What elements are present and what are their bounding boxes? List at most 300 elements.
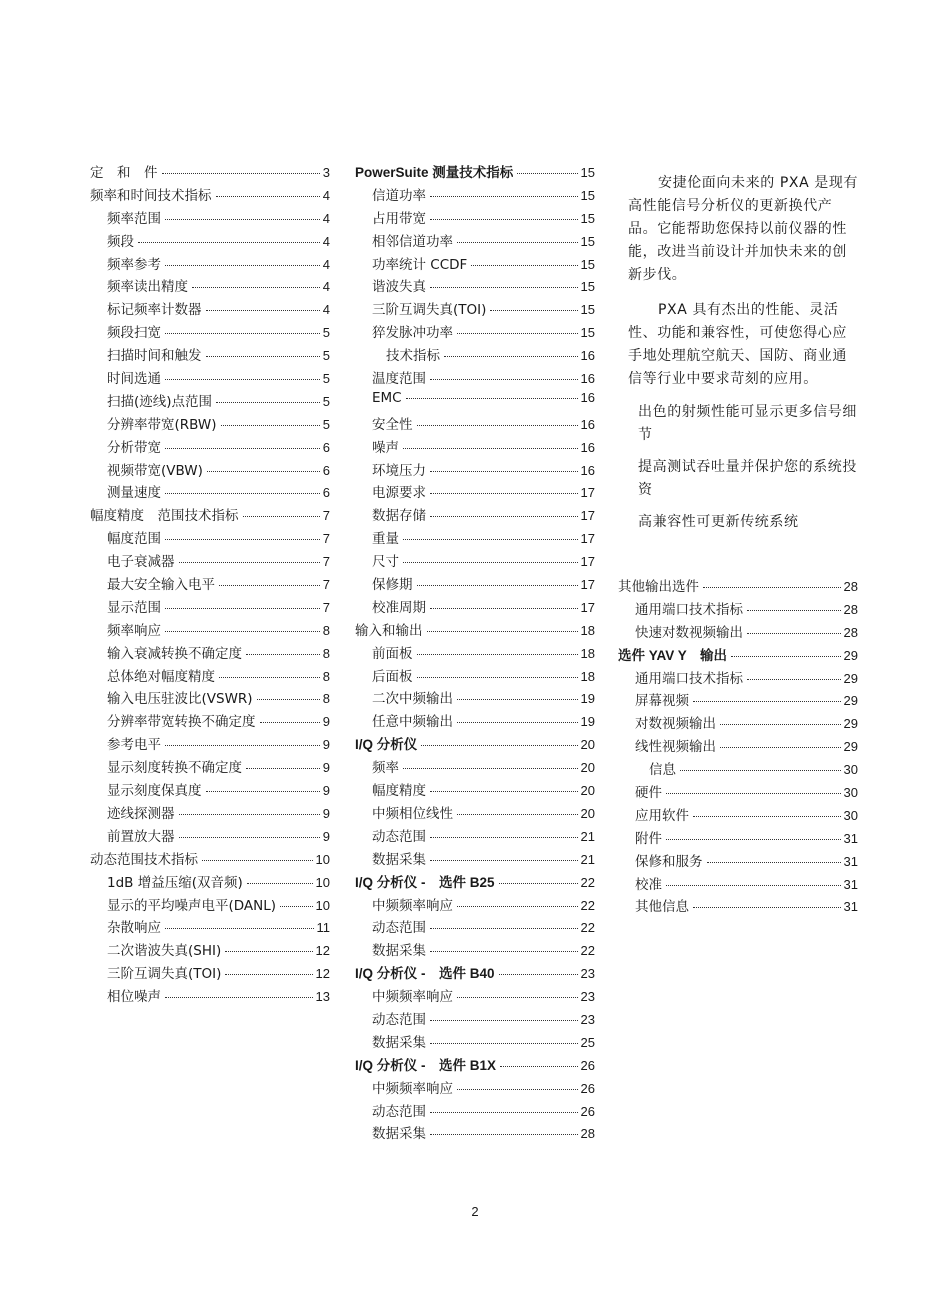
toc-entry[interactable] [90, 527, 330, 550]
toc-entry-page: 15 [580, 256, 595, 272]
toc-entry-title: 其他输出选件 [618, 579, 699, 595]
toc-entry-page: 25 [580, 1034, 595, 1050]
toc-entry-page: 21 [580, 828, 595, 844]
toc-entry-title: EMC [372, 389, 402, 406]
toc-entry[interactable] [90, 161, 330, 184]
toc-entry-title: 功率统计 CCDF [372, 256, 468, 273]
toc-entry[interactable] [355, 687, 595, 710]
toc-leader-dots [720, 747, 841, 748]
toc-entry-page: 20 [580, 805, 595, 821]
toc-entry-page: 5 [322, 348, 330, 364]
toc-leader-dots [499, 974, 578, 975]
toc-entry-title: 频率和时间技术指标 [90, 187, 212, 204]
toc-entry[interactable] [618, 758, 858, 781]
toc-leader-dots [517, 173, 577, 174]
toc-leader-dots [693, 816, 841, 817]
toc-entry-title: 测量速度 [107, 485, 161, 502]
toc-entry-page: 16 [580, 416, 595, 432]
toc-entry-title: 电子衰减器 [107, 554, 175, 571]
toc-leader-dots [430, 1134, 578, 1135]
toc-entry-page: 17 [580, 599, 595, 615]
toc-leader-dots [430, 196, 578, 197]
toc-entry-title: 信息 [649, 762, 676, 779]
toc-entry[interactable] [355, 344, 595, 367]
toc-entry[interactable] [355, 527, 595, 550]
toc-entry[interactable] [618, 873, 858, 896]
toc-entry[interactable] [90, 962, 330, 985]
toc-entry-page: 15 [580, 187, 595, 203]
toc-entry[interactable] [618, 804, 858, 827]
toc-entry[interactable] [90, 573, 330, 596]
toc-entry-title: 前置放大器 [107, 828, 175, 845]
toc-leader-dots [216, 196, 320, 197]
toc-leader-dots [666, 885, 841, 886]
toc-leader-dots [165, 219, 320, 220]
toc-entry-page: 6 [322, 462, 330, 478]
toc-entry-page: 29 [843, 716, 858, 732]
toc-entry-title: 标记频率计数器 [107, 302, 202, 319]
toc-entry-page: 12 [315, 966, 330, 982]
toc-entry-page: 5 [322, 325, 330, 341]
toc-entry[interactable] [90, 619, 330, 642]
toc-entry-title: 数据采集 [372, 943, 426, 960]
toc-entry-page: 15 [580, 325, 595, 341]
toc-leader-dots [731, 656, 840, 657]
toc-entry-page: 8 [322, 691, 330, 707]
toc-leader-dots [165, 997, 313, 998]
toc-entry-title: 频段 [107, 233, 134, 250]
toc-entry[interactable] [355, 1122, 595, 1145]
toc-leader-dots [457, 997, 578, 998]
toc-leader-dots [457, 814, 578, 815]
toc-entry-title: 显示刻度转换不确定度 [107, 760, 242, 777]
toc-entry[interactable] [90, 894, 330, 917]
toc-leader-dots [417, 677, 578, 678]
toc-entry[interactable] [618, 827, 858, 850]
toc-entry[interactable] [355, 184, 595, 207]
toc-leader-dots [246, 768, 320, 769]
toc-entry-title: 其他信息 [635, 899, 689, 916]
toc-entry-title: 1dB 增益压缩(双音频) [107, 874, 243, 891]
toc-leader-dots [165, 265, 320, 266]
toc-entry[interactable] [355, 207, 595, 230]
toc-entry-title: 视频带宽(VBW) [107, 462, 203, 479]
toc-entry-page: 22 [580, 874, 595, 890]
toc-entry-page: 4 [322, 256, 330, 272]
toc-entry-page: 17 [580, 577, 595, 593]
toc-leader-dots [406, 398, 578, 399]
toc-entry[interactable] [90, 642, 330, 665]
toc-entry-page: 17 [580, 485, 595, 501]
toc-entry[interactable] [90, 321, 330, 344]
toc-entry-title: 温度范围 [372, 371, 426, 388]
toc-entry[interactable] [90, 436, 330, 459]
toc-entry[interactable] [355, 161, 595, 184]
toc-column-2 [355, 161, 595, 1145]
toc-entry-page: 19 [580, 714, 595, 730]
toc-entry-page: 9 [322, 760, 330, 776]
toc-entry[interactable] [618, 895, 858, 918]
toc-entry-title: 硬件 [635, 785, 662, 802]
toc-entry[interactable] [355, 1100, 595, 1123]
toc-entry-page: 16 [580, 389, 595, 405]
toc-entry[interactable] [90, 504, 330, 527]
toc-entry-title: 通用端口技术指标 [635, 670, 743, 687]
toc-entry[interactable] [355, 390, 595, 413]
toc-entry-title: 总体绝对幅度精度 [107, 668, 215, 685]
toc-leader-dots [207, 471, 320, 472]
toc-leader-dots [430, 1020, 578, 1021]
toc-entry-title: 最大安全输入电平 [107, 577, 215, 594]
toc-entry-title: 校准 [635, 876, 662, 893]
toc-leader-dots [165, 539, 320, 540]
toc-entry[interactable] [355, 367, 595, 390]
toc-leader-dots [225, 974, 312, 975]
toc-entry-title: 保修和服务 [635, 853, 703, 870]
toc-leader-dots [280, 906, 312, 907]
toc-entry-title: 幅度精度 范围技术指标 [90, 508, 239, 525]
toc-entry[interactable] [355, 756, 595, 779]
toc-leader-dots [247, 883, 313, 884]
toc-entry[interactable] [90, 779, 330, 802]
toc-entry[interactable] [618, 598, 858, 621]
toc-leader-dots [457, 906, 578, 907]
toc-entry[interactable] [90, 230, 330, 253]
toc-entry[interactable] [355, 710, 595, 733]
toc-entry-page: 28 [580, 1126, 595, 1142]
toc-leader-dots [427, 631, 578, 632]
toc-entry[interactable] [90, 985, 330, 1008]
toc-entry-page: 5 [322, 393, 330, 409]
toc-entry-title: 显示刻度保真度 [107, 783, 202, 800]
toc-entry-page: 31 [843, 853, 858, 869]
toc-leader-dots [430, 928, 578, 929]
toc-leader-dots [500, 1066, 578, 1067]
toc-leader-dots [693, 701, 841, 702]
toc-entry-page: 17 [580, 508, 595, 524]
toc-entry-title: 输入和输出 [355, 622, 423, 639]
toc-leader-dots [666, 839, 841, 840]
toc-entry-title: 安全性 [372, 416, 413, 433]
toc-entry-page: 29 [843, 670, 858, 686]
toc-entry-title: 二次谐波失真(SHI) [107, 943, 222, 960]
toc-entry[interactable] [355, 298, 595, 321]
toc-entry[interactable] [90, 367, 330, 390]
toc-entry-page: 4 [322, 233, 330, 249]
toc-entry-page: 4 [322, 210, 330, 226]
toc-entry-title: 分辨率带宽转换不确定度 [107, 714, 256, 731]
toc-entry[interactable] [355, 230, 595, 253]
toc-entry[interactable] [618, 621, 858, 644]
toc-leader-dots [499, 883, 578, 884]
toc-entry-title: 屏幕视频 [635, 693, 689, 710]
toc-entry-page: 8 [322, 668, 330, 684]
toc-entry-page: 23 [580, 1011, 595, 1027]
toc-entry[interactable] [355, 916, 595, 939]
toc-entry[interactable] [90, 939, 330, 962]
toc-entry-page: 20 [580, 737, 595, 753]
toc-entry-title: 重量 [372, 531, 399, 548]
toc-entry-page: 9 [322, 714, 330, 730]
toc-entry[interactable] [90, 550, 330, 573]
toc-entry-page: 7 [322, 577, 330, 593]
toc-entry-page: 15 [580, 233, 595, 249]
toc-entry-title: 谐波失真 [372, 279, 426, 296]
toc-entry[interactable] [618, 689, 858, 712]
toc-leader-dots [165, 448, 320, 449]
toc-entry-title: 三阶互调失真(TOI) [107, 966, 222, 983]
intro-paragraph-1: 安捷伦面向未来的 PXA 是现有高性能信号分析仪的更新换代产品。它能帮助您保持以前仪器的性能，改进当前设计并加快未来的创新步伐。 [628, 175, 859, 283]
toc-entry-title: 动态范围 [372, 828, 426, 845]
toc-entry-page: 18 [580, 668, 595, 684]
toc-entry[interactable] [355, 1054, 595, 1077]
toc-leader-dots [430, 379, 578, 380]
toc-entry-title: 技术指标 [386, 348, 440, 365]
toc-entry-page: 4 [322, 302, 330, 318]
toc-entry[interactable] [355, 596, 595, 619]
toc-entry-page: 15 [580, 165, 595, 180]
toc-entry[interactable] [90, 253, 330, 276]
toc-entry-page: 28 [843, 579, 858, 594]
toc-leader-dots [165, 745, 320, 746]
toc-entry[interactable] [90, 298, 330, 321]
toc-entry-page: 29 [843, 739, 858, 755]
toc-entry-title: 分析带宽 [107, 439, 161, 456]
toc-entry[interactable] [355, 1008, 595, 1031]
toc-entry[interactable] [90, 459, 330, 482]
toc-entry[interactable] [355, 642, 595, 665]
toc-entry[interactable] [90, 802, 330, 825]
toc-entry[interactable] [618, 850, 858, 873]
toc-leader-dots [747, 679, 841, 680]
toc-entry[interactable] [90, 733, 330, 756]
toc-entry-page: 16 [580, 439, 595, 455]
toc-entry-page: 8 [322, 622, 330, 638]
toc-entry-page: 28 [843, 601, 858, 617]
toc-entry[interactable] [355, 665, 595, 688]
toc-leader-dots [246, 654, 320, 655]
toc-entry[interactable] [618, 644, 858, 667]
toc-entry-title: 中频频率响应 [372, 897, 453, 914]
toc-entry[interactable] [90, 344, 330, 367]
toc-leader-dots [457, 333, 578, 334]
toc-entry-title: 杂散响应 [107, 920, 161, 937]
toc-entry-title: 显示范围 [107, 599, 161, 616]
toc-leader-dots [693, 907, 841, 908]
toc-entry-page: 11 [316, 920, 330, 936]
toc-entry-page: 23 [580, 966, 595, 982]
toc-entry[interactable] [355, 733, 595, 756]
toc-entry-page: 15 [580, 210, 595, 226]
toc-entry[interactable] [90, 481, 330, 504]
toc-entry[interactable] [618, 735, 858, 758]
toc-entry-title: 输入电压驻波比(VSWR) [107, 691, 253, 708]
toc-entry-page: 10 [315, 874, 330, 890]
toc-entry-page: 4 [322, 279, 330, 295]
toc-leader-dots [430, 608, 578, 609]
toc-leader-dots [179, 814, 320, 815]
toc-entry-title: 附件 [635, 830, 662, 847]
toc-entry-title: 电源要求 [372, 485, 426, 502]
toc-entry[interactable] [90, 848, 330, 871]
toc-entry[interactable] [355, 939, 595, 962]
toc-entry[interactable] [355, 962, 595, 985]
toc-leader-dots [206, 310, 320, 311]
toc-entry-title: 应用软件 [635, 807, 689, 824]
toc-entry[interactable] [355, 275, 595, 298]
toc-entry-title: 数据采集 [372, 1126, 426, 1143]
toc-entry-title: 频率参考 [107, 256, 161, 273]
toc-entry-page: 10 [315, 897, 330, 913]
toc-entry[interactable] [355, 550, 595, 573]
toc-entry-title: 后面板 [372, 668, 413, 685]
toc-entry-title: 噪声 [372, 439, 399, 456]
page-number: 2 [471, 1204, 479, 1219]
toc-entry[interactable] [355, 1077, 595, 1100]
toc-leader-dots [225, 951, 312, 952]
toc-entry[interactable] [90, 665, 330, 688]
toc-entry-title: 参考电平 [107, 737, 161, 754]
toc-leader-dots [138, 242, 320, 243]
toc-leader-dots [403, 448, 578, 449]
toc-entry-page: 8 [322, 645, 330, 661]
toc-entry[interactable] [90, 207, 330, 230]
toc-entry[interactable] [355, 1031, 595, 1054]
toc-leader-dots [206, 791, 320, 792]
toc-entry[interactable] [618, 781, 858, 804]
toc-leader-dots [430, 287, 578, 288]
toc-leader-dots [703, 587, 841, 588]
toc-entry-title: 中频频率响应 [372, 989, 453, 1006]
toc-leader-dots [162, 173, 320, 174]
toc-entry-page: 30 [843, 807, 858, 823]
toc-entry-title: 三阶互调失真(TOI) [372, 302, 487, 319]
toc-entry-page: 5 [322, 371, 330, 387]
toc-entry-page: 23 [580, 989, 595, 1005]
toc-leader-dots [457, 699, 578, 700]
toc-entry-page: 10 [315, 851, 330, 867]
toc-leader-dots [417, 425, 578, 426]
toc-leader-dots [165, 379, 320, 380]
toc-entry[interactable] [90, 916, 330, 939]
toc-entry-page: 9 [322, 783, 330, 799]
toc-entry[interactable] [90, 825, 330, 848]
toc-entry-title: 任意中频输出 [372, 714, 453, 731]
toc-entry[interactable] [355, 871, 595, 894]
toc-entry[interactable] [355, 253, 595, 276]
toc-entry-title: 对数视频输出 [635, 716, 716, 733]
toc-entry[interactable] [355, 459, 595, 482]
toc-entry-title: 动态范围 [372, 920, 426, 937]
toc-entry[interactable] [90, 184, 330, 207]
toc-entry[interactable] [355, 848, 595, 871]
toc-leader-dots [457, 242, 578, 243]
intro-text [628, 172, 860, 403]
intro-paragraph-2: PXA 具有杰出的性能、灵活性、功能和兼容性，可使您得心应手地处理航空航天、国防、商业通信等行业中要求苛刻的应用。 [628, 302, 847, 387]
toc-column-1 [90, 161, 330, 1008]
toc-entry-page: 31 [843, 899, 858, 915]
toc-entry-title: 定 和 件 [90, 165, 158, 181]
toc-leader-dots [257, 699, 320, 700]
toc-entry-title: PowerSuite 测量技术指标 [355, 165, 514, 180]
toc-entry[interactable] [355, 413, 595, 436]
toc-leader-dots [430, 516, 578, 517]
toc-entry-page: 26 [580, 1080, 595, 1096]
toc-entry[interactable] [90, 687, 330, 710]
toc-leader-dots [457, 722, 578, 723]
toc-entry-title: 相邻信道功率 [372, 233, 453, 250]
toc-leader-dots [165, 493, 320, 494]
toc-entry[interactable] [355, 321, 595, 344]
toc-entry-page: 30 [843, 785, 858, 801]
toc-entry[interactable] [355, 894, 595, 917]
toc-entry[interactable] [90, 756, 330, 779]
toc-entry[interactable] [90, 275, 330, 298]
toc-entry[interactable] [355, 802, 595, 825]
toc-entry[interactable] [90, 390, 330, 413]
toc-entry[interactable] [355, 504, 595, 527]
toc-entry-title: 动态范围 [372, 1103, 426, 1120]
toc-entry-title: 频段扫宽 [107, 325, 161, 342]
toc-leader-dots [179, 562, 320, 563]
toc-entry[interactable] [355, 619, 595, 642]
toc-entry-page: 31 [843, 876, 858, 892]
toc-leader-dots [403, 562, 578, 563]
toc-entry-page: 29 [843, 693, 858, 709]
toc-entry-page: 7 [322, 599, 330, 615]
toc-entry-page: 9 [322, 828, 330, 844]
toc-entry-page: 18 [580, 645, 595, 661]
toc-entry-page: 15 [580, 279, 595, 295]
toc-entry[interactable] [90, 710, 330, 733]
toc-entry-page: 22 [580, 943, 595, 959]
toc-entry[interactable] [618, 575, 858, 598]
toc-leader-dots [179, 837, 320, 838]
toc-leader-dots [221, 425, 320, 426]
toc-leader-dots [430, 219, 578, 220]
toc-entry-title: 显示的平均噪声电平(DANL) [107, 897, 277, 914]
toc-entry-title: 校准周期 [372, 599, 426, 616]
toc-leader-dots [747, 633, 841, 634]
toc-entry-title: 数据采集 [372, 851, 426, 868]
toc-entry[interactable] [355, 825, 595, 848]
toc-entry-page: 5 [322, 416, 330, 432]
toc-leader-dots [444, 356, 578, 357]
toc-entry[interactable] [618, 667, 858, 690]
toc-entry-title: 迹线探测器 [107, 805, 175, 822]
toc-leader-dots [430, 837, 578, 838]
toc-leader-dots [243, 516, 320, 517]
toc-entry-title: 环境压力 [372, 462, 426, 479]
toc-entry-title: 数据采集 [372, 1034, 426, 1051]
toc-entry[interactable] [90, 413, 330, 436]
toc-entry-page: 22 [580, 897, 595, 913]
toc-entry[interactable] [90, 596, 330, 619]
toc-entry[interactable] [355, 436, 595, 459]
toc-entry[interactable] [90, 871, 330, 894]
toc-leader-dots [403, 539, 578, 540]
toc-entry[interactable] [355, 779, 595, 802]
toc-entry-title: 数据存储 [372, 508, 426, 525]
toc-entry-page: 7 [322, 531, 330, 547]
toc-entry-page: 16 [580, 462, 595, 478]
toc-entry-page: 28 [843, 624, 858, 640]
toc-leader-dots [403, 768, 578, 769]
toc-entry[interactable] [618, 712, 858, 735]
toc-entry[interactable] [355, 481, 595, 504]
toc-entry[interactable] [355, 573, 595, 596]
toc-entry[interactable] [355, 985, 595, 1008]
